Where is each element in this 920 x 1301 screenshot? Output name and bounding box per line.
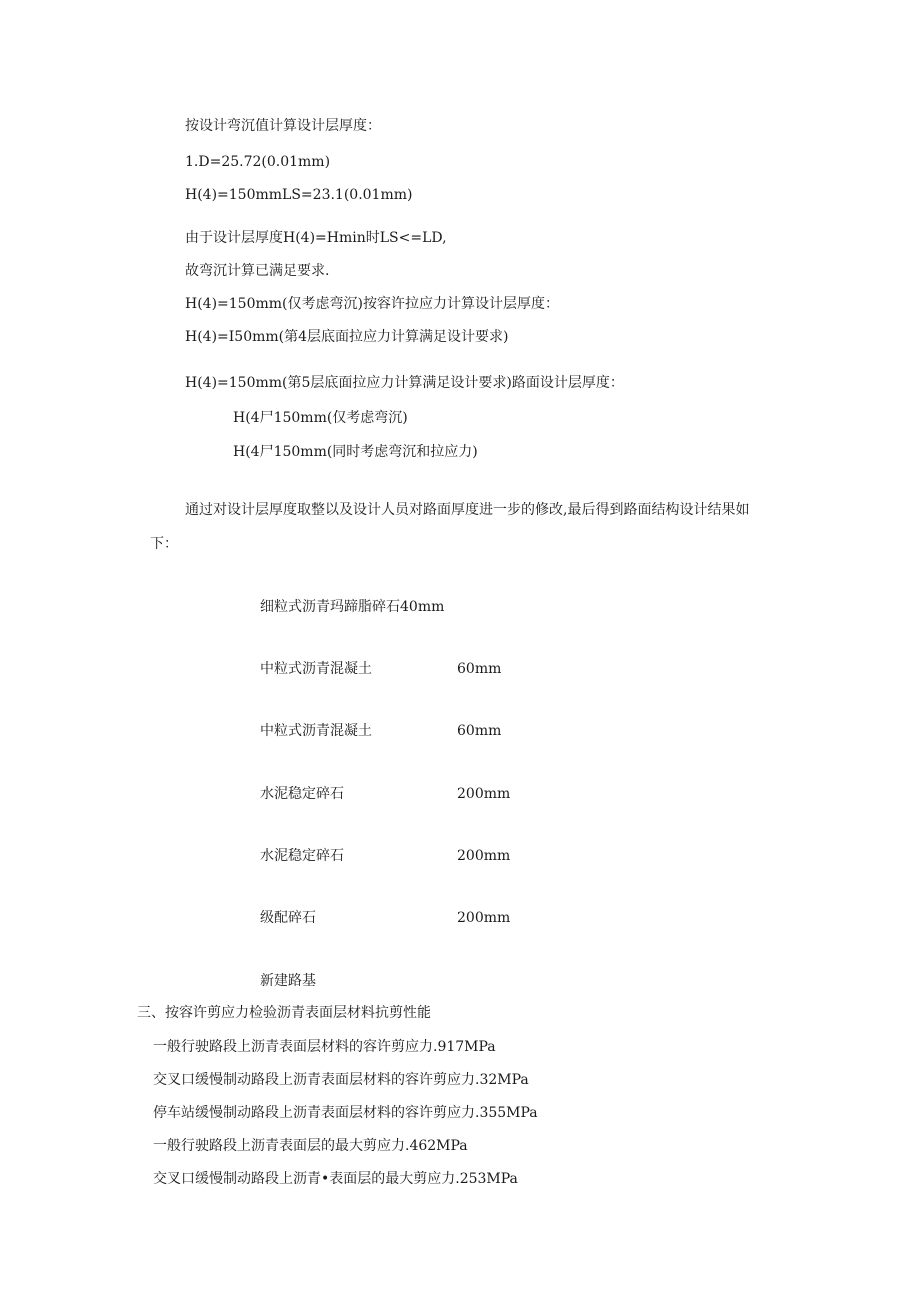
layer-name: 级配碎石 (260, 910, 316, 926)
shear-stress-item: 一般行驶路段上沥青表面层的最大剪应力.462MPa (153, 1138, 468, 1154)
layer-thickness: 200mm (457, 910, 511, 926)
calc-line: 由于设计层厚度H(4)=Hmin时LS<=LD, (185, 230, 447, 246)
layer-thickness: 200mm (457, 848, 511, 864)
layer-name: 中粒式沥青混凝土 (260, 661, 372, 677)
shear-stress-item: 一般行驶路段上沥青表面层材料的容许剪应力.917MPa (153, 1039, 496, 1055)
shear-stress-item: 交叉口缓慢制动路段上沥青表面层材料的容许剪应力.32MPa (153, 1072, 529, 1088)
layer-name: 新建路基 (260, 973, 316, 989)
calc-line: H(4)=150mm(第5层底面拉应力计算满足设计要求)路面设计层厚度： (185, 375, 624, 391)
summary-line: 通过对设计层厚度取整以及设计人员对路面厚度进一步的修改,最后得到路面结构设计结果如 (185, 502, 750, 518)
shear-stress-item: 停车站缓慢制动路段上沥青表面层材料的容许剪应力.355MPa (153, 1105, 538, 1121)
layer-thickness: 60mm (457, 723, 502, 739)
shear-stress-item: 交叉口缓慢制动路段上沥青•表面层的最大剪应力.253MPa (153, 1171, 518, 1187)
calc-line: H(4)=150mmLS=23.1(0.01mm) (185, 187, 413, 203)
calc-line: H(4尸150mm(同时考虑弯沉和拉应力) (233, 444, 478, 460)
layer-name: 中粒式沥青混凝土 (260, 723, 372, 739)
layer-thickness: 60mm (457, 661, 502, 677)
calc-line: 1.D=25.72(0.01mm) (185, 154, 331, 170)
calc-line: 故弯沉计算已满足要求. (185, 263, 330, 279)
layer-name: 细粒式沥青玛蹄脂碎石40mm (260, 599, 445, 615)
calc-line: H(4尸150mm(仅考虑弯沉) (233, 410, 408, 426)
layer-name: 水泥稳定碎石 (260, 786, 344, 802)
layer-thickness: 200mm (457, 786, 511, 802)
summary-line: 下： (150, 536, 178, 552)
section-heading: 三、按容许剪应力检验沥青表面层材料抗剪性能 (137, 1005, 431, 1021)
calc-line: H(4)=150mm(仅考虑弯沉)按容许拉应力计算设计层厚度： (185, 296, 559, 312)
calc-line: H(4)=I50mm(第4层底面拉应力计算满足设计要求) (185, 329, 509, 345)
calc-line: 按设计弯沉值计算设计层厚度： (185, 118, 381, 134)
layer-name: 水泥稳定碎石 (260, 848, 344, 864)
